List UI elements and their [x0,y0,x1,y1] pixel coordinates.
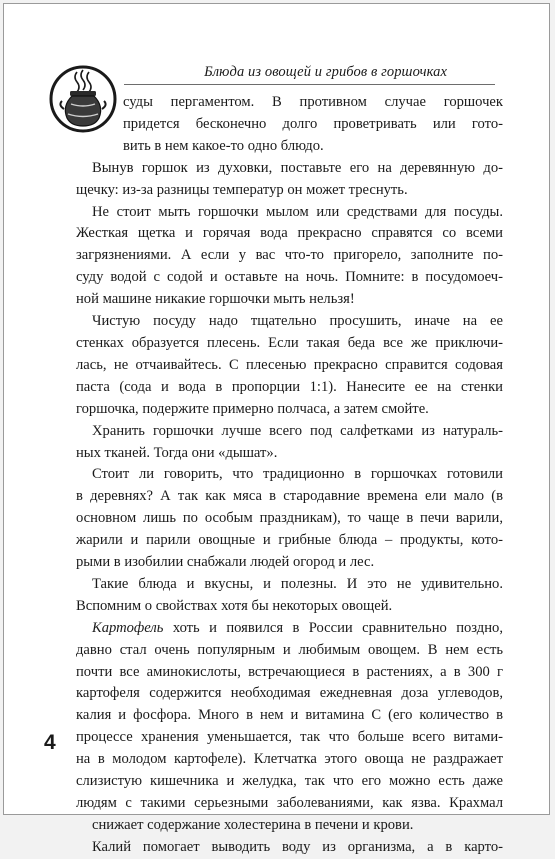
text-line: паста (сода и вода в пропорции 1:1). Нанесите ее на стенки [76,378,503,395]
italic-term: Картофель [92,619,164,636]
text-line: в деревнях? А так как мяса в стародавние времена ели мало (в [76,488,503,505]
text-line: картофеля содержится необходимая ежедневная доза углеводов, [76,685,503,702]
text-line: людям с такими серьезными заболеваниями, как язва. Крахмал [76,795,503,811]
text-span: хоть и появился в России сравнительно поздно, [172,619,503,636]
text-line: суды пергаментом. В противном случае горшочек [123,94,503,110]
text-line: Стоит ли говорить, что традиционно в горшочках готовили [92,466,503,483]
text-line: придется бесконечно долго проветривать или гото- [123,115,503,132]
text-line: Хранить горшочки лучше всего под салфетками из натураль- [92,422,503,439]
text-line: давно стал очень популярным и любимым овощем. В нем есть [76,641,503,658]
text-line: загрязнениями. А если у вас что-то пригорело, заполните по- [76,247,503,264]
page-number: 4 [44,731,56,754]
text-line: Вспомним о свойствах хотя бы некоторых овощей. [76,597,393,614]
text-line: ных тканей. Тогда они «дышат». [76,444,278,461]
text-line: стенках образуется плесень. Если такая беда все же приключи- [76,334,503,351]
text-line: почти все аминокислоты, встречающиеся в растениях, а в 300 г [76,663,503,680]
text-line: суду водой с содой и оставьте на ночь. Помните: в посудомоеч- [76,269,503,286]
text-line [76,618,503,640]
text-line: Вынув горшок из духовки, поставьте его на деревянную до- [92,159,503,176]
text-line: щечку: из-за разницы температур он может треснуть. [76,181,408,198]
body-text [76,92,503,859]
text-line: горшочка, подержите примерно полчаса, а затем смойте. [76,400,429,417]
text-line: Такие блюда и вкусны, и полезны. И это не удивительно. [92,575,503,592]
text-line: ной машине никакие горшочки мыть нельзя! [76,291,355,308]
text-line: Не стоит мыть горшочки мылом или средствами для посуды. [92,203,503,220]
book-page [3,3,550,855]
text-line: лась, не отчаивайтесь. С плесенью прекрасно справится содовая [76,356,503,373]
text-line: Чистую посуду надо тщательно просушить, иначе на ее [92,313,503,330]
text-line: калия и фосфора. Много в нем и витамина С (его количество в [76,707,503,724]
text-line: вить в нем какое-то одно блюдо. [123,137,324,154]
text-line: жарили и парили овощные и грибные блюда – продукты, кото- [76,532,503,549]
text-line: процессе хранения уменьшается, так что больше всего витами- [76,729,503,746]
text-line: рыми в изобилии снабжали людей огород и лес. [76,554,375,571]
header-title: Блюда из овощей и грибов в горшочках [204,64,447,80]
header-rule [124,84,495,85]
text-line: Жесткая щетка и горячая вода прекрасно справятся со всеми [76,225,503,242]
text-line: на в молодом картофеле). Клетчатка этого овоща не раздражает [76,751,503,768]
text-line: Калий помогает выводить воду из организма, а в карто- [92,838,503,855]
text-line: слизистую кишечника и желудка, так что его можно есть даже [76,773,503,790]
text-line: основном лишь по особым праздникам), то чаще в печи варили, [76,510,503,527]
text-line: снижает содержание холестерина в печени и крови. [92,816,414,833]
